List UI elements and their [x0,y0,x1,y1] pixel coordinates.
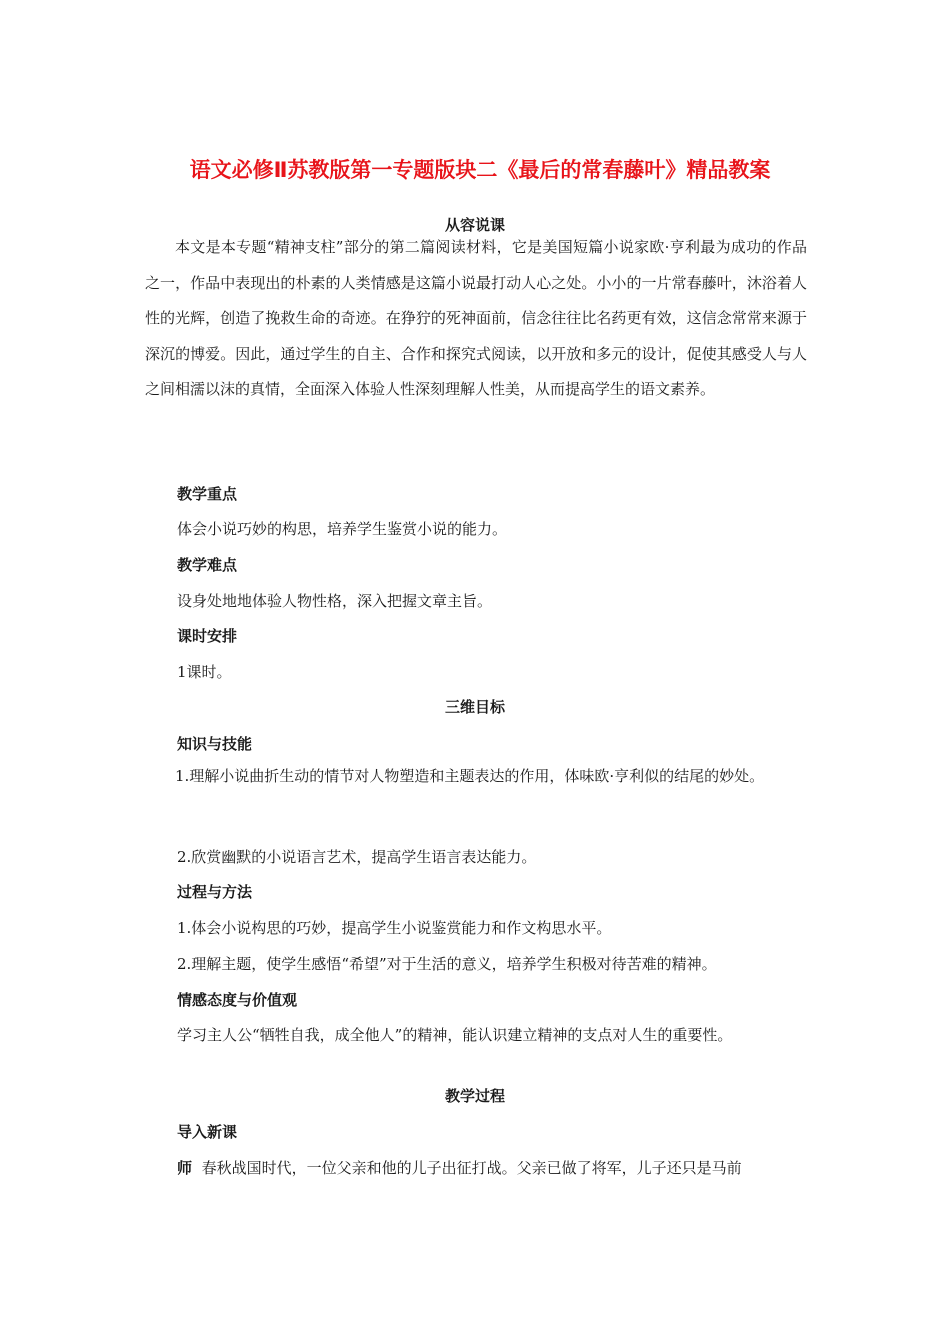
difficulty-text: 设身处地地体验人物性格，深入把握文章主旨。 [177,592,493,610]
key-point-heading: 教学重点 [177,485,238,503]
heading-teaching-process: 教学过程 [444,1087,505,1105]
key-point-text: 体会小说巧妙的构思，培养学生鉴赏小说的能力。 [177,520,508,538]
emotion-text: 学习主人公“牺牲自我，成全他人”的精神，能认识建立精神的支点对人生的重要性。 [177,1026,733,1044]
intro-lesson-text: 春秋战国时代，一位父亲和他的儿子出征打战。父亲已做了将军，儿子还只是马前 [201,1159,742,1177]
intro-paragraph: 本文是本专题“精神支柱”部分的第二篇阅读材料，它是美国短篇小说家欧·亨利最为成功的作品之一，作品中表现出的朴素的人类情感是这篇小说最打动人心之处。小小的一片常春藤叶，沐浴着人性的光辉，创造了挽救生命的奇迹。在狰狞的死神面前，信念往往比名药更有效，这信念常常来源于深沉的博爱。因此，通过学生的自主、合作和探究式阅读，以开放和多元的设计，促使其感受人与人之间相濡以沫的真情，全面深入体验人性深刻理解人性美，从而提高学生的语文素养。 [145,238,807,398]
process-item-1: 1.体会小说构思的巧妙，提高学生小说鉴赏能力和作文构思水平。 [177,919,612,937]
intro-lesson-heading: 导入新课 [177,1123,238,1141]
knowledge-item-2: 2.欣赏幽默的小说语言艺术，提高学生语言表达能力。 [177,848,537,866]
knowledge-item-1: 1.理解小说曲折生动的情节对人物塑造和主题表达的作用，体味欧·亨利似的结尾的妙处。 [175,767,765,785]
speaker-label: 师 [177,1159,193,1177]
heading-cong-rong-shuo-ke: 从容说课 [444,216,505,234]
heading-three-dimensional-goals: 三维目标 [444,698,505,716]
knowledge-heading: 知识与技能 [177,735,253,753]
intro-lesson-line [177,1157,742,1178]
emotion-heading: 情感态度与价值观 [177,991,298,1009]
schedule-heading: 课时安排 [177,627,238,645]
schedule-text: 1课时。 [177,663,232,681]
difficulty-heading: 教学难点 [177,556,238,574]
process-item-2: 2.理解主题，使学生感悟“希望”对于生活的意义，培养学生积极对待苦难的精神。 [177,955,717,973]
process-heading: 过程与方法 [177,883,253,901]
document-title: 语文必修Ⅱ苏教版第一专题版块二《最后的常春藤叶》精品教案 [189,158,771,182]
